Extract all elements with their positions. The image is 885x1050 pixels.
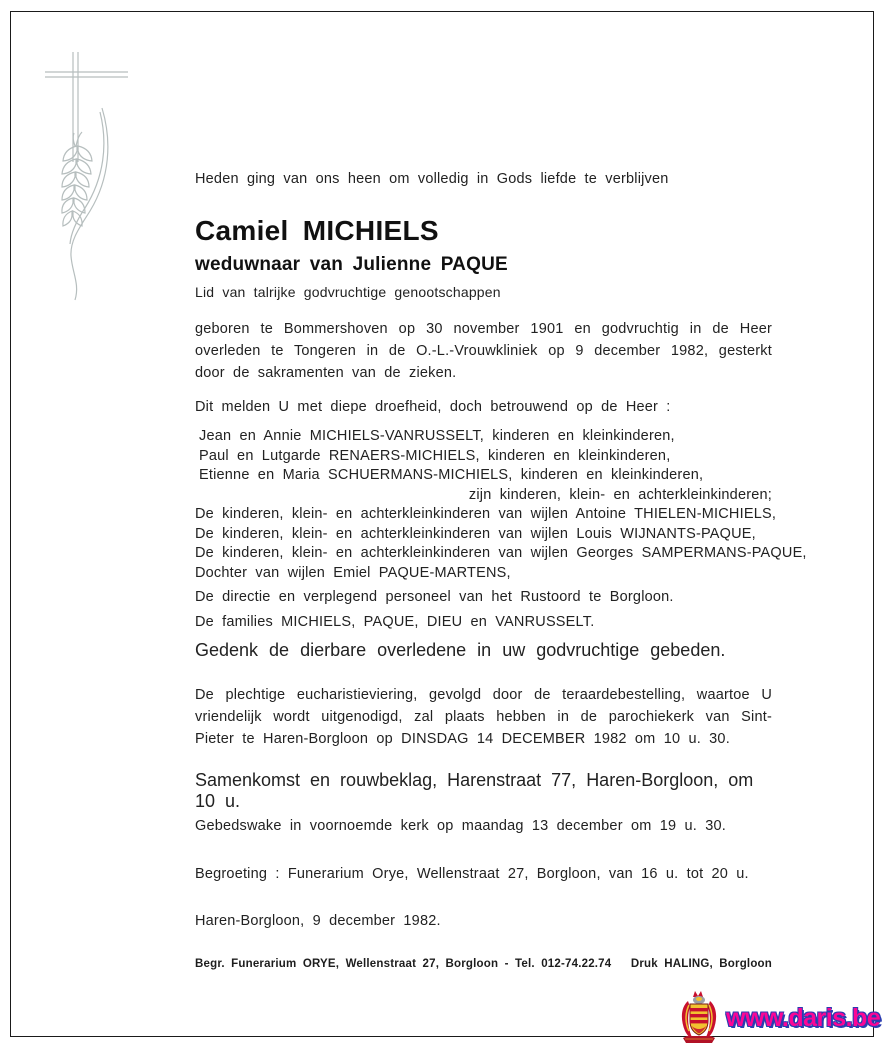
daris-watermark-link[interactable]: www.daris.be (726, 1004, 881, 1032)
mourner-note: zijn kinderen, klein- en achterkleinkinderen; (468, 486, 772, 503)
visitation-line: Begroeting : Funerarium Orye, Wellenstraat 27, Borgloon, van 16 u. tot 20 u. (195, 866, 749, 882)
service-paragraph: De plechtige eucharistieviering, gevolgd door de teraardebestelling, waartoe U vriendelijk wordt uitgenodigd, zal plaats hebben in de parochiekerk van Sint-Pieter te Haren-Borgloon op DINSDAG 14 DECEMBER 1982 om 10 u. 30. (195, 687, 772, 747)
funeral-home-credit: Begr. Funerarium ORYE, Wellenstraat 27, Borgloon - Tel. 012-74.22.74 (195, 958, 612, 970)
membership-line: Lid van talrijke godvruchtige genootschappen (195, 284, 501, 300)
mourner-line: De families MICHIELS, PAQUE, DIEU en VANRUSSELT. (195, 613, 595, 630)
mourners-list (195, 427, 807, 632)
mourner-line: Etienne en Maria SCHUERMANS-MICHIELS, kinderen en kleinkinderen, (199, 467, 704, 483)
print-footer (195, 958, 772, 970)
intro-line: Heden ging van ons heen om volledig in Gods liefde te verblijven (195, 171, 669, 187)
relation-line: weduwnaar van Julienne PAQUE (195, 254, 508, 275)
mourner-line: De kinderen, klein- en achterkleinkinderen van wijlen Louis WIJNANTS-PAQUE, (195, 525, 756, 542)
life-dates-paragraph: geboren te Bommershoven op 30 november 1901 en godvruchtig in de Heer overleden te Tongeren in de O.-L.-Vrouwkliniek op 9 december 1982, gesterkt door de sakramenten van de zieken. (195, 321, 772, 381)
printer-credit: Druk HALING, Borgloon (630, 958, 772, 970)
vigil-line: Gebedswake in voornoemde kerk op maandag 13 december om 19 u. 30. (195, 818, 726, 834)
page-title-deceased-name: Camiel MICHIELS (195, 215, 439, 246)
remembrance-line: Gedenk de dierbare overledene in uw godvruchtige gebeden. (195, 640, 726, 660)
mourner-line: Paul en Lutgarde RENAERS-MICHIELS, kinderen en kleinkinderen, (199, 447, 671, 464)
mourner-line: De kinderen, klein- en achterkleinkinderen van wijlen Antoine THIELEN-MICHIELS, (195, 506, 777, 522)
cross-and-wheat-icon (40, 46, 155, 304)
mourner-line: Dochter van wijlen Emiel PAQUE-MARTENS, (195, 564, 511, 581)
mourner-line: Jean en Annie MICHIELS-VANRUSSELT, kinderen en kleinkinderen, (199, 428, 675, 444)
daris-crest-icon (680, 989, 718, 1047)
gathering-line: Samenkomst en rouwbeklag, Harenstraat 77, Haren-Borgloon, om 10 u. (195, 770, 754, 811)
date-place-line: Haren-Borgloon, 9 december 1982. (195, 913, 441, 929)
mourner-line: De directie en verplegend personeel van het Rustoord te Borgloon. (195, 589, 674, 605)
announcement-line: Dit melden U met diepe droefheid, doch betrouwend op de Heer : (195, 399, 671, 415)
mourner-line: De kinderen, klein- en achterkleinkinderen van wijlen Georges SAMPERMANS-PAQUE, (195, 545, 807, 561)
